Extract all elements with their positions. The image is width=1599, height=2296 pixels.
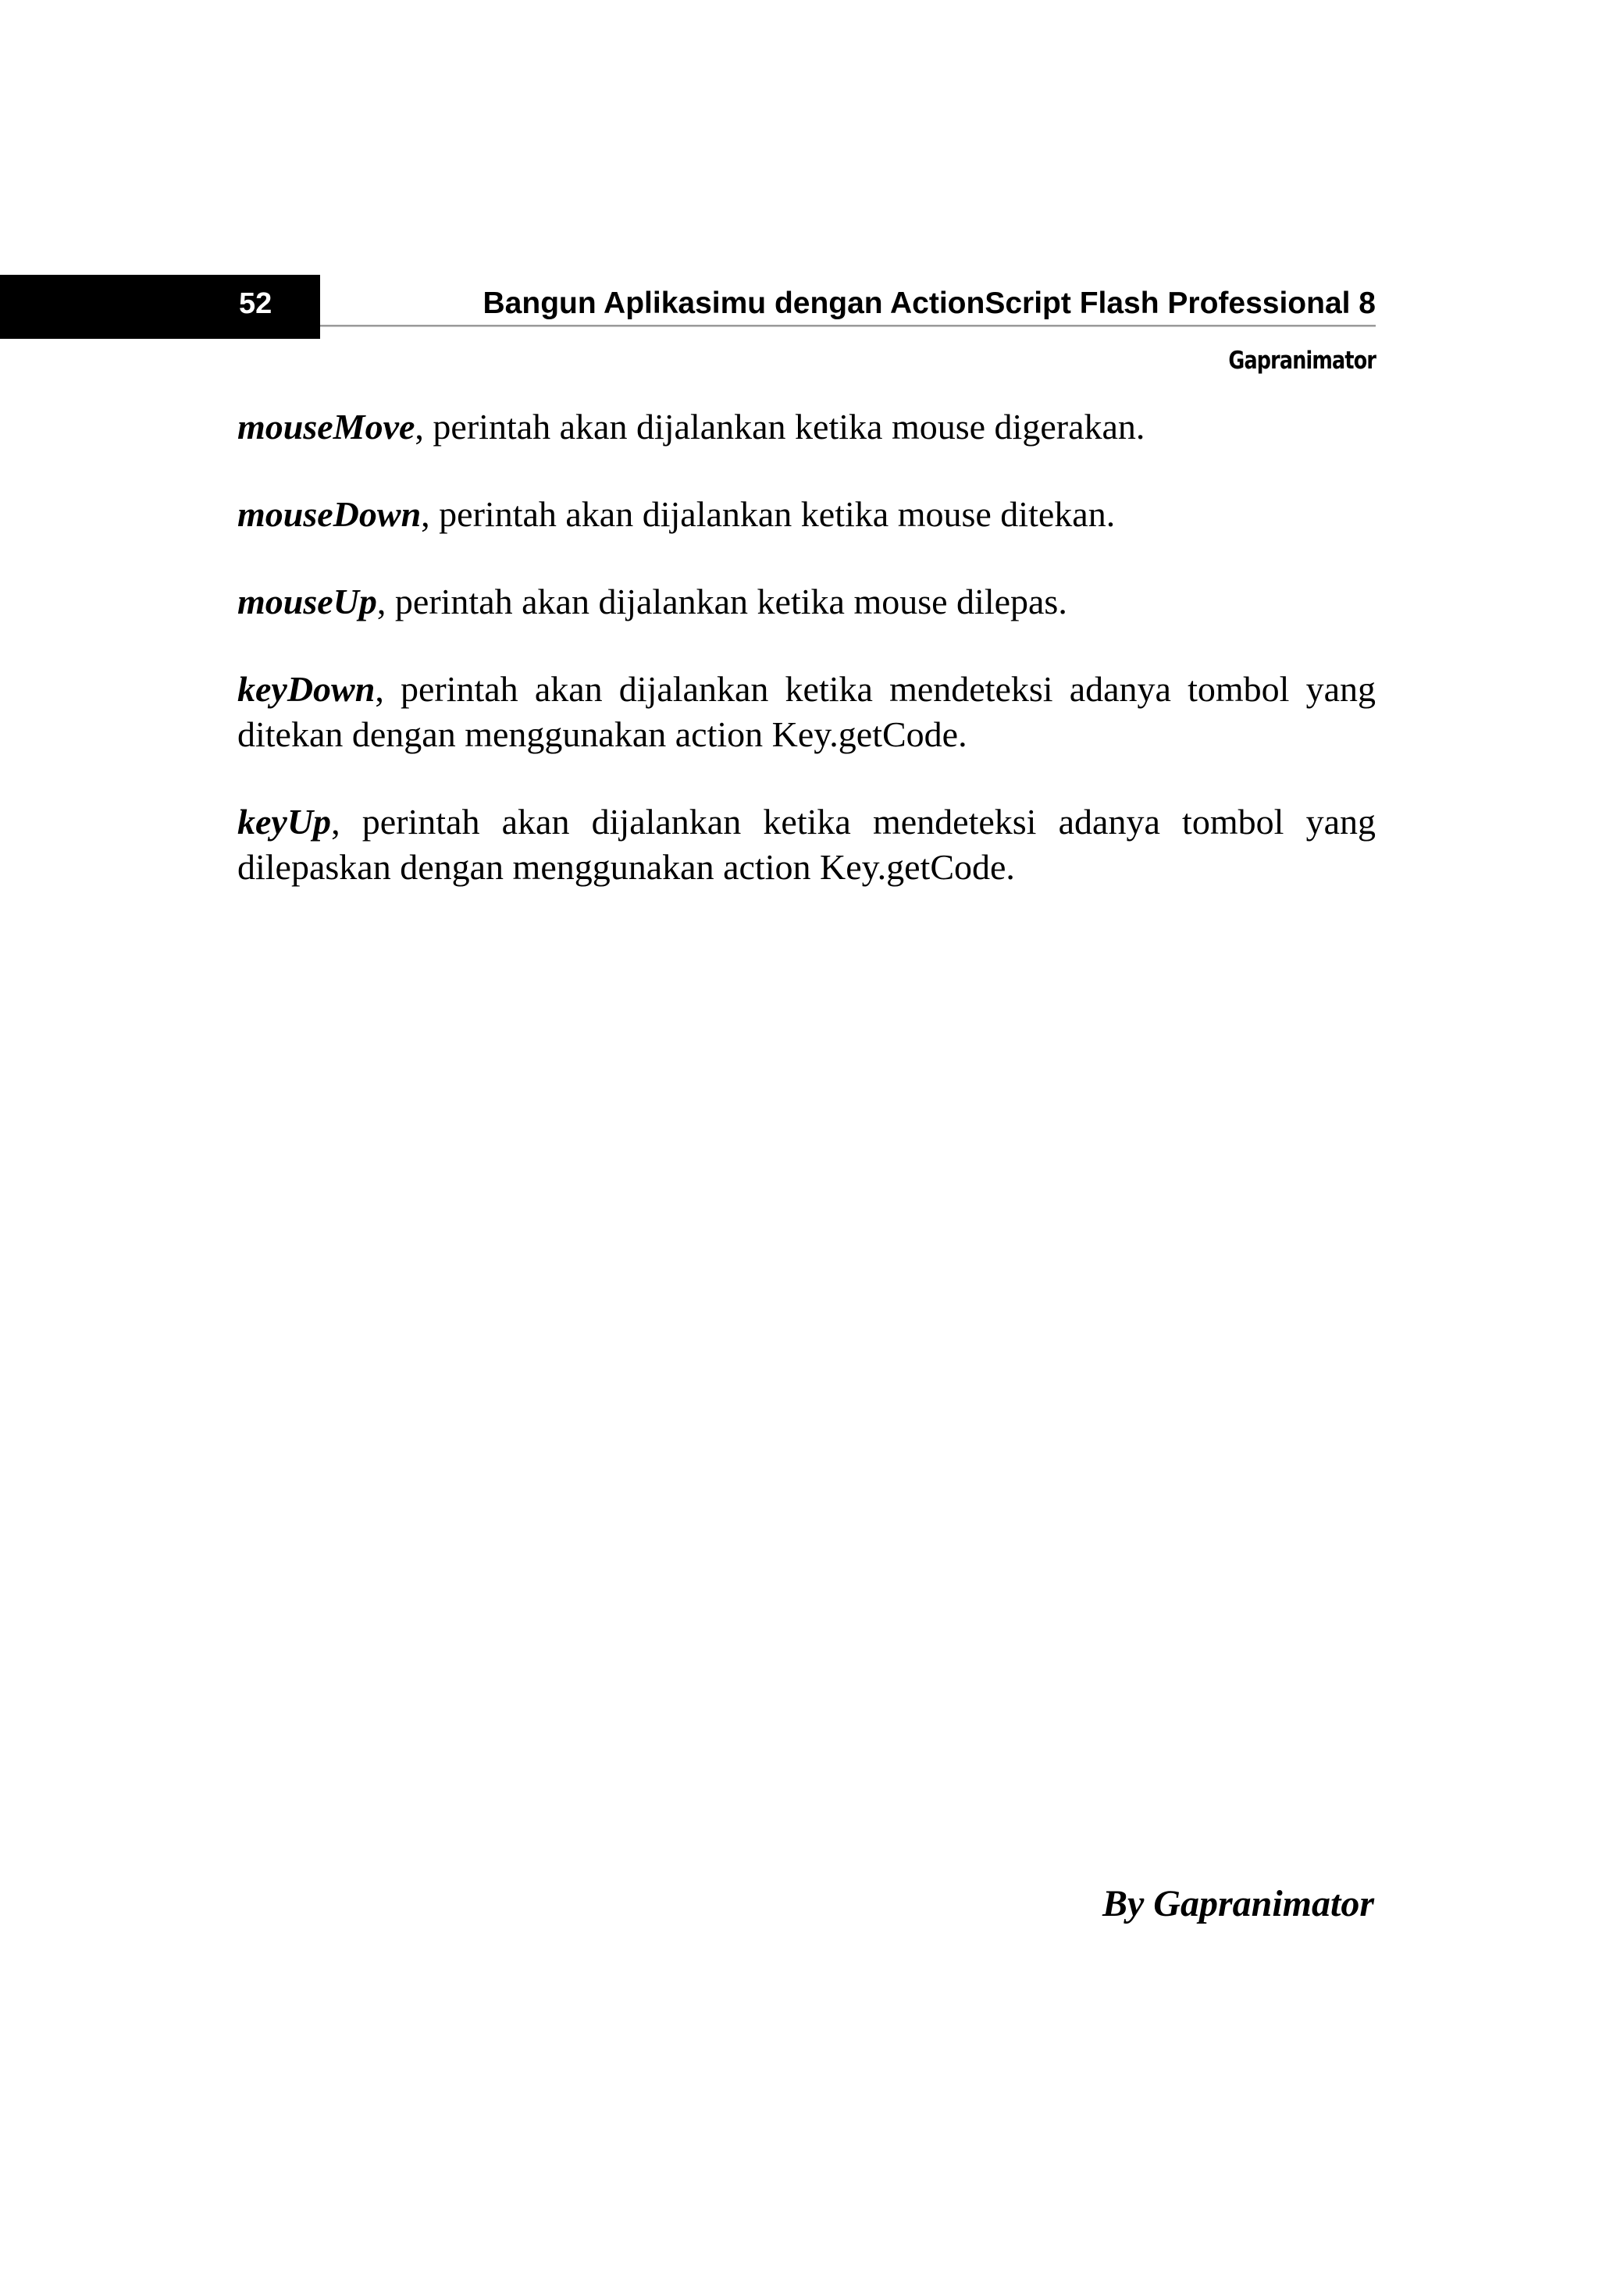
entry-text: , perintah akan dijalankan ketika mouse dilepas.: [376, 582, 1067, 621]
entry-text: , perintah akan dijalankan ketika mendeteksi adanya tombol yang dilepaskan dengan menggunakan action Key.getCode.: [237, 802, 1376, 887]
header-rule: [320, 325, 1376, 327]
book-title: Bangun Aplikasimu dengan ActionScript Flash Professional 8: [483, 287, 1376, 320]
entry-keyup: [237, 799, 1376, 890]
page-number-block: [0, 275, 320, 339]
entry-mousedown: [237, 492, 1376, 537]
entry-mouseup: [237, 579, 1376, 625]
entry-term: mouseUp: [237, 582, 377, 621]
entry-keydown: [237, 667, 1376, 757]
entry-term: keyDown: [237, 669, 376, 709]
entry-term: mouseDown: [237, 494, 422, 534]
entry-term: mouseMove: [237, 407, 415, 447]
entry-text: , perintah akan dijalankan ketika mouse digerakan.: [415, 407, 1145, 447]
entry-term: keyUp: [237, 802, 332, 842]
author-signature: By Gapranimator: [1102, 1883, 1374, 1924]
entry-text: , perintah akan dijalankan ketika mouse ditekan.: [421, 494, 1116, 534]
page-content: [237, 404, 1376, 932]
entry-mousemove: [237, 404, 1376, 450]
page-number: 52: [239, 287, 272, 320]
author-header: Gapranimator: [1228, 347, 1376, 375]
entry-text: , perintah akan dijalankan ketika mendeteksi adanya tombol yang ditekan dengan menggunakan action Key.getCode.: [237, 669, 1376, 754]
